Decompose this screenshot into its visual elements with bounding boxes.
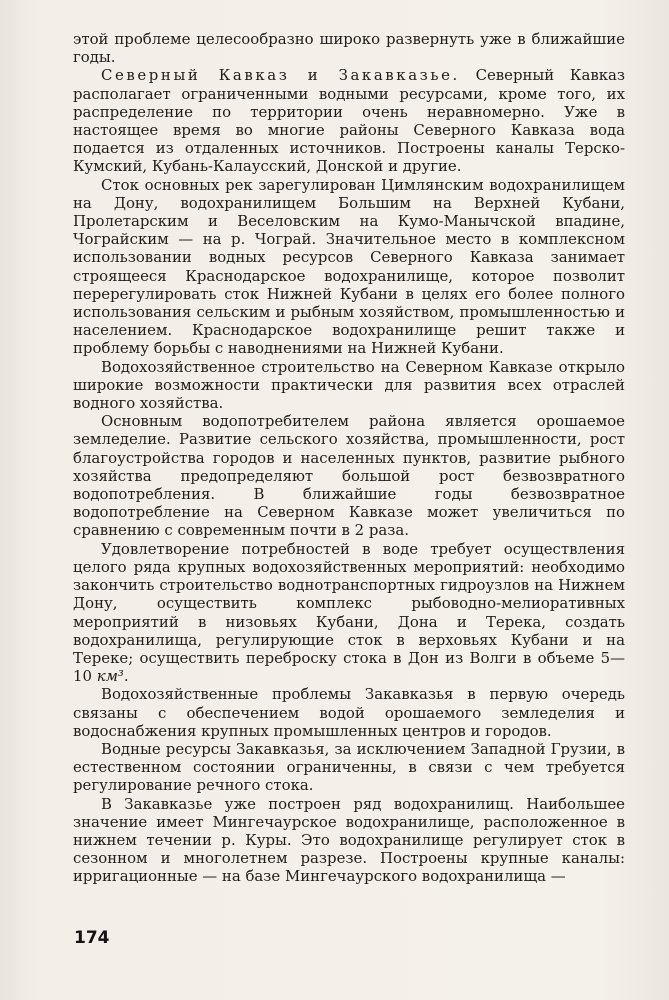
- paragraph-6: Удовлетворение потребностей в воде требует осуществления целого ряда крупных водохозяйственных мероприятий: необходимо закончить строительство воднотранспортных гидроузлов на Нижнем Дону, осуществить комплекс рыбоводно-мелиоративных мероприятий в низовьях Кубани, Дона и Терека, создать водохранилища, регулирующие сток в верховьях Кубани и на Тереке; осуществить переброску стока в Дон из Волги в объеме 5—10 км³.: [73, 539, 625, 686]
- body-text: [73, 30, 625, 886]
- page-number: 174: [74, 928, 110, 948]
- paragraph-4: Водохозяйственное строительство на Северном Кавказе открыло широкие возможности практически для развития всех отраслей водного хозяйства.: [73, 357, 625, 413]
- paragraph-9: В Закавказье уже построен ряд водохранилищ. Наибольшее значение имеет Мингечаурское водохранилище, расположенное в нижнем течении р. Куры. Это водохранилище регулирует сток в сезонном и многолетнем разрезе. Построены крупные каналы: ирригационные — на базе Мингечаурского водохранилища —: [73, 794, 625, 886]
- paragraph-5: Основным водопотребителем района является орошаемое земледелие. Развитие сельского хозяйства, промышленности, рост благоустройства городов и населенных пунктов, развитие рыбного хозяйства предопределяют большой рост безвозвратного водопотребления. В ближайшие годы безвозвратное водопотребление на Северном Кавказе может увеличиться по сравнению с современным почти в 2 раза.: [73, 412, 625, 540]
- section-heading: Северный Кавказ и Закавказье.: [101, 66, 460, 85]
- paragraph-3: Сток основных рек зарегулирован Цимлянским водохранилищем на Дону, водохранилищем Большим на Верхней Кубани, Пролетарским и Веселовским на Кумо-Манычской впадине, Чограйским — на р. Чограй. Значительное место в комплексном использовании водных ресурсов Северного Кавказа занимает строящееся Краснодарское водохранилище, которое позволит перерегулировать сток Нижней Кубани в целях его более полного использования сельским и рыбным хозяйством, промышленностью и населением. Краснодарское водохранилище решит также и проблему борьбы с наводнениями на Нижней Кубани.: [73, 175, 625, 358]
- paragraph-2: Северный Кавказ и Закавказье. Северный Кавказ располагает ограниченными водными ресурсами, кроме того, их распределение по территории очень неравномерно. Уже в настоящее время во многие районы Северного Кавказа вода подается из отдаленных источников. Построены каналы Терско-Кумский, Кубань-Калаусский, Донской и другие.: [73, 66, 626, 176]
- volume-unit: км³: [96, 667, 124, 686]
- paragraph-1: этой проблеме целесообразно широко развернуть уже в ближайшие годы.: [73, 30, 625, 67]
- paragraph-8: Водные ресурсы Закавказья, за исключением Западной Грузии, в естественном состоянии ограниченны, в связи с чем требуется регулирование речного стока.: [73, 739, 625, 795]
- paragraph-7: Водохозяйственные проблемы Закавказья в первую очередь связаны с обеспечением водой орошаемого земледелия и водоснабжения крупных промышленных центров и городов.: [73, 685, 625, 740]
